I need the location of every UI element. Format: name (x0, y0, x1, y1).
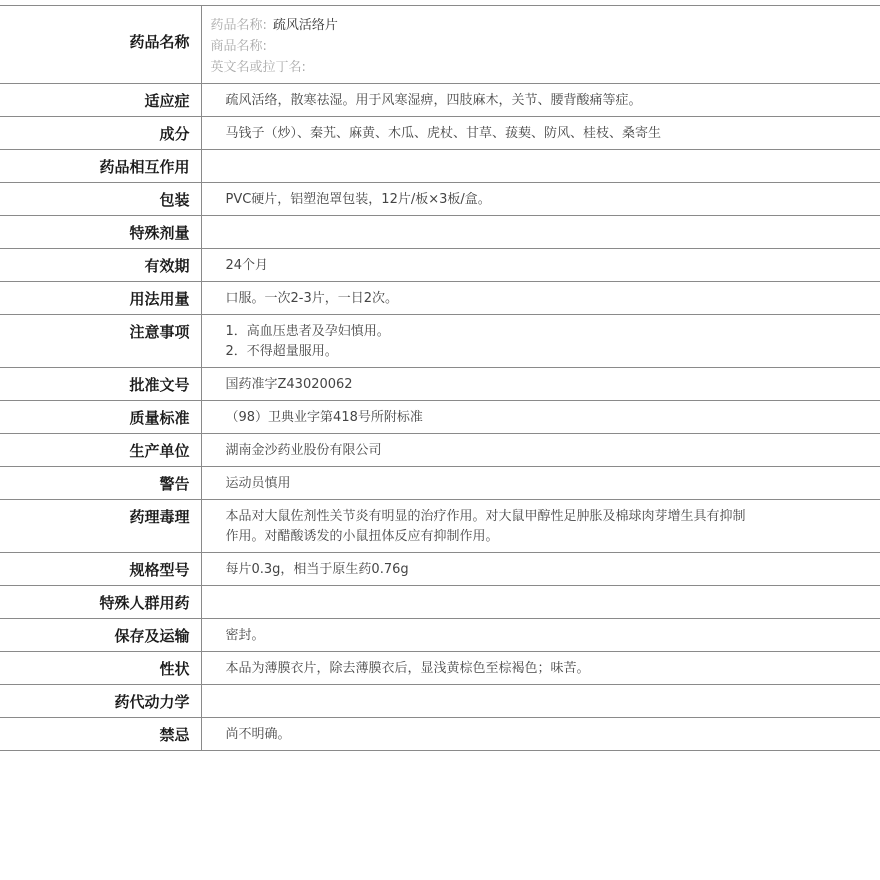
table-row (0, 500, 880, 553)
table-row (0, 718, 880, 751)
row-value (201, 183, 880, 216)
table-row (0, 553, 880, 586)
row-value (201, 315, 880, 368)
table-row (0, 315, 880, 368)
row-value-line: 1．高血压患者及孕妇慎用。 (225, 324, 390, 339)
row-label: 药代动力学 (0, 685, 201, 718)
row-label: 保存及运输 (0, 619, 201, 652)
row-label: 性状 (0, 652, 201, 685)
drug-trade-name-line (211, 36, 880, 57)
row-value (201, 368, 880, 401)
row-value (201, 652, 880, 685)
table-row (0, 282, 880, 315)
table-row (0, 619, 880, 652)
name-field-label: 商品名称: (210, 39, 267, 54)
table-row (0, 467, 880, 500)
table-row (0, 652, 880, 685)
row-label: 适应症 (0, 84, 201, 117)
row-value (201, 249, 880, 282)
table-row (0, 84, 880, 117)
drug-latin-name-line (211, 57, 880, 78)
row-label: 质量标准 (0, 401, 201, 434)
row-value-line: 24个月 (225, 258, 269, 273)
drug-info-table-body (0, 6, 880, 751)
row-value-line: 本品为薄膜衣片，除去薄膜衣后，显浅黄棕色至棕褐色；味苦。 (225, 661, 590, 676)
table-row (0, 249, 880, 282)
row-value-line: 运动员慎用 (225, 476, 291, 491)
row-value-line: 密封。 (225, 628, 265, 643)
table-row (0, 216, 880, 249)
row-value (201, 586, 880, 619)
row-value (201, 685, 880, 718)
row-value (201, 84, 880, 117)
row-value (201, 434, 880, 467)
row-label: 批准文号 (0, 368, 201, 401)
row-label: 规格型号 (0, 553, 201, 586)
table-row (0, 150, 880, 183)
row-value (201, 718, 880, 751)
name-field-label: 英文名或拉丁名: (210, 60, 306, 75)
name-field-label: 药品名称: (210, 18, 267, 33)
table-row (0, 117, 880, 150)
table-row (0, 586, 880, 619)
row-value (201, 500, 880, 553)
row-value-line: PVC硬片，铝塑泡罩包装，12片/板×3板/盒。 (225, 192, 491, 207)
row-value-line: 作用。对醋酸诱发的小鼠扭体反应有抑制作用。 (225, 529, 499, 544)
row-value-line: 口服。一次2-3片，一日2次。 (225, 291, 399, 306)
row-value-line: 2．不得超量服用。 (225, 344, 338, 359)
name-field-value: 疏风活络片 (272, 18, 338, 33)
row-label: 有效期 (0, 249, 201, 282)
row-value (201, 117, 880, 150)
row-value-line: 湖南金沙药业股份有限公司 (225, 443, 382, 458)
drug-generic-name-line (211, 15, 880, 36)
row-label: 生产单位 (0, 434, 201, 467)
table-row (0, 183, 880, 216)
row-value (201, 282, 880, 315)
table-row (0, 434, 880, 467)
row-value-line: 每片0.3g，相当于原生药0.76g (225, 562, 409, 577)
row-label: 特殊剂量 (0, 216, 201, 249)
table-row-drug-name (0, 6, 880, 84)
row-value-line: 国药准字Z43020062 (225, 377, 353, 392)
row-value-line: 疏风活络，散寒祛湿。用于风寒湿痹，四肢麻木，关节、腰背酸痛等症。 (225, 93, 642, 108)
row-label: 药品相互作用 (0, 150, 201, 183)
row-value (201, 467, 880, 500)
row-label: 药品名称 (0, 6, 201, 84)
row-value (201, 401, 880, 434)
table-row (0, 685, 880, 718)
row-label: 成分 (0, 117, 201, 150)
row-label: 包装 (0, 183, 201, 216)
row-label: 警告 (0, 467, 201, 500)
table-row (0, 368, 880, 401)
row-label: 药理毒理 (0, 500, 201, 553)
row-value-line: 马钱子（炒）、秦艽、麻黄、木瓜、虎杖、甘草、菝葜、防风、桂枝、桑寄生 (225, 126, 662, 141)
row-value (201, 619, 880, 652)
row-label: 注意事项 (0, 315, 201, 368)
row-label: 禁忌 (0, 718, 201, 751)
row-value (201, 216, 880, 249)
row-value (201, 150, 880, 183)
row-label: 用法用量 (0, 282, 201, 315)
row-value-line: 尚不明确。 (225, 727, 291, 742)
row-value-line: 本品对大鼠佐剂性关节炎有明显的治疗作用。对大鼠甲醇性足肿胀及棉球肉芽增生具有抑制 (225, 509, 746, 524)
row-label: 特殊人群用药 (0, 586, 201, 619)
table-row (0, 401, 880, 434)
drug-info-table (0, 5, 880, 751)
row-value-line: （98）卫典业字第418号所附标准 (225, 410, 423, 425)
row-value (201, 553, 880, 586)
drug-name-cell (201, 6, 880, 84)
